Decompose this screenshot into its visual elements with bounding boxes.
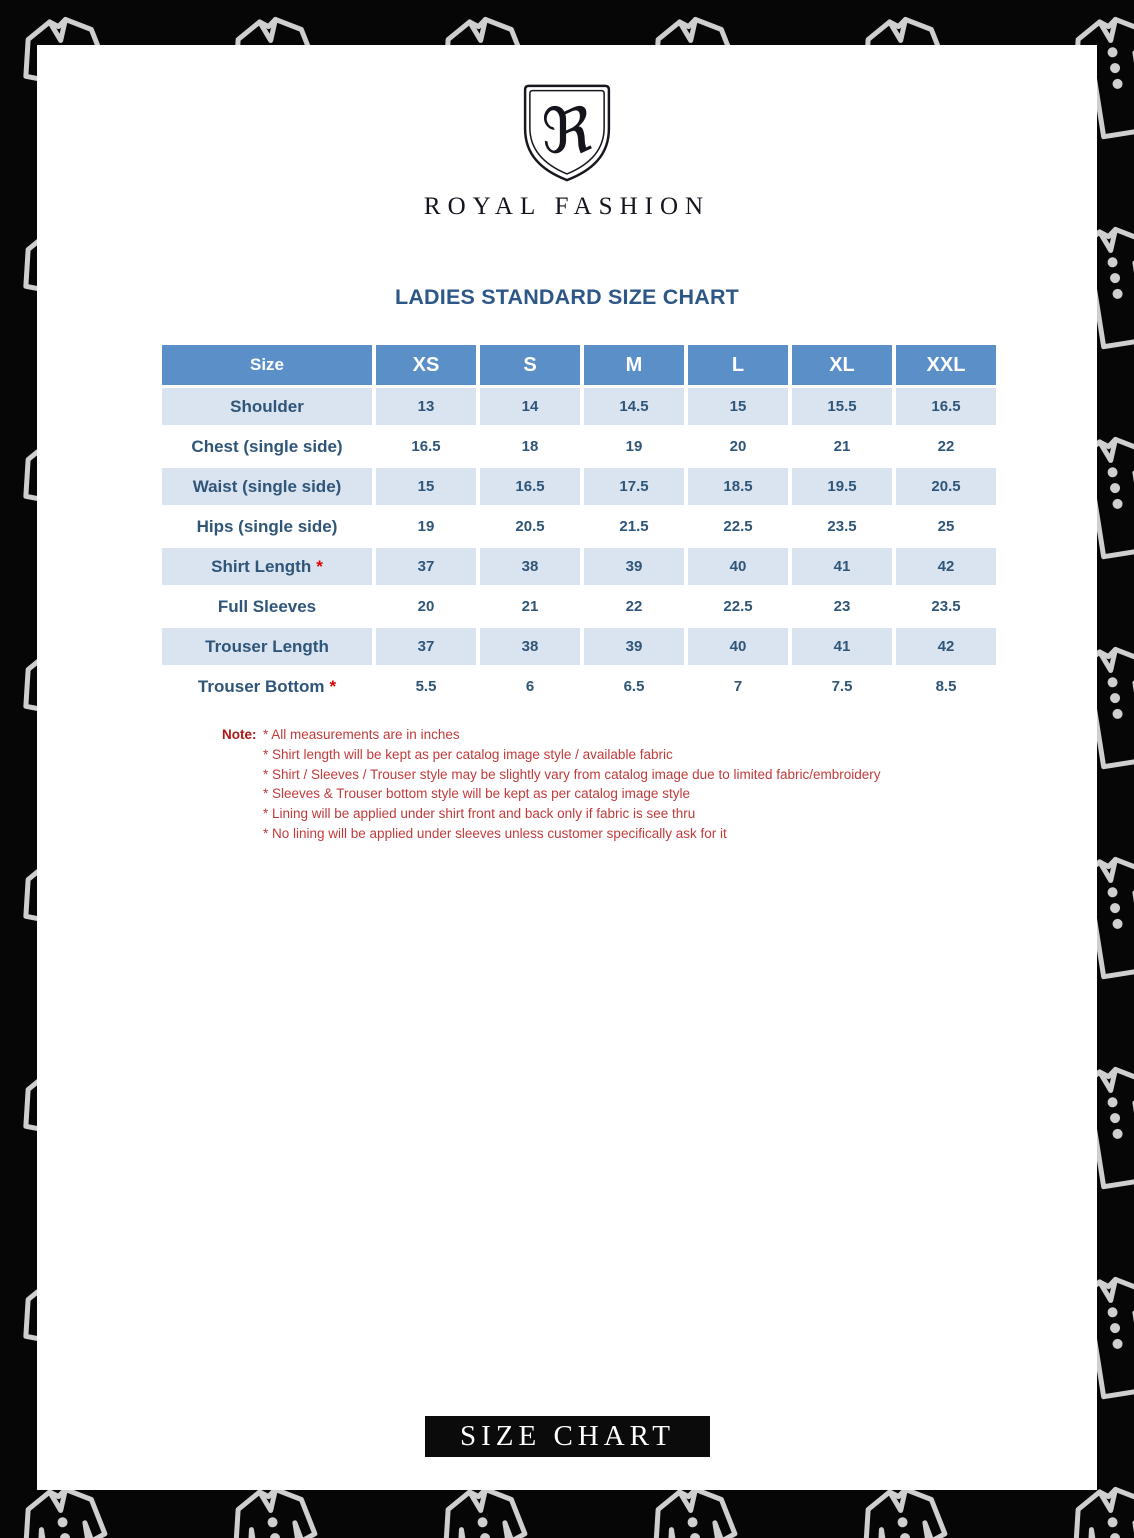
table-cell: 22 (584, 588, 684, 625)
table-cell: 20.5 (896, 468, 996, 505)
table-cell: 19.5 (792, 468, 892, 505)
note-item: * Shirt length will be kept as per catalog image style / available fabric (263, 746, 673, 762)
table-cell: 23 (792, 588, 892, 625)
table-cell: 18.5 (688, 468, 788, 505)
table-row-label: Chest (single side) (162, 428, 372, 465)
table-cell: 6.5 (584, 668, 684, 705)
brand-name: ROYAL FASHION (423, 193, 711, 220)
note-item: * Shirt / Sleeves / Trouser style may be slightly vary from catalog image due to limited fabric/embroidery (263, 766, 881, 782)
table-row-label: Hips (single side) (162, 508, 372, 545)
note-item: * Sleeves & Trouser bottom style will be kept as per catalog image style (263, 786, 690, 802)
table-cell: 14.5 (584, 388, 684, 425)
table-cell: 18 (480, 428, 580, 465)
table-cell: 23.5 (896, 588, 996, 625)
size-chart-banner: SIZE CHART (425, 1416, 710, 1457)
table-cell: 16.5 (480, 468, 580, 505)
table-cell: 39 (584, 628, 684, 665)
asterisk-marker: * (316, 556, 323, 576)
logo-monogram: ℜ (541, 94, 593, 168)
table-cell: 41 (792, 628, 892, 665)
table-row-label: Trouser Length (162, 628, 372, 665)
table-cell: 17.5 (584, 468, 684, 505)
table-cell: 38 (480, 628, 580, 665)
table-cell: 22.5 (688, 508, 788, 545)
table-header-cell: S (480, 345, 580, 385)
table-row-label: Shoulder (162, 388, 372, 425)
table-cell: 21.5 (584, 508, 684, 545)
note-item: * All measurements are in inches (263, 727, 460, 742)
table-cell: 42 (896, 628, 996, 665)
page-title: LADIES STANDARD SIZE CHART (394, 285, 740, 309)
note-label: Note: (222, 727, 257, 742)
table-cell: 21 (792, 428, 892, 465)
table-header-cell: Size (162, 345, 372, 385)
table-cell: 22 (896, 428, 996, 465)
content-page (37, 45, 1097, 1490)
note-items (263, 725, 881, 844)
table-cell: 6 (480, 668, 580, 705)
table-cell: 7.5 (792, 668, 892, 705)
table-header-cell: XXL (896, 345, 996, 385)
table-header-cell: XL (792, 345, 892, 385)
table-cell: 21 (480, 588, 580, 625)
table-cell: 40 (688, 548, 788, 585)
table-cell: 39 (584, 548, 684, 585)
table-cell: 42 (896, 548, 996, 585)
table-cell: 19 (376, 508, 476, 545)
table-cell: 15 (376, 468, 476, 505)
table-cell: 5.5 (376, 668, 476, 705)
table-row-label: Waist (single side) (162, 468, 372, 505)
table-cell: 15 (688, 388, 788, 425)
table-cell: 37 (376, 548, 476, 585)
table-cell: 16.5 (376, 428, 476, 465)
table-header-cell: M (584, 345, 684, 385)
note-item: * No lining will be applied under sleeves unless customer specifically ask for it (263, 825, 727, 841)
table-row-label: Trouser Bottom * (162, 668, 372, 705)
table-row-label: Shirt Length * (162, 548, 372, 585)
table-cell: 40 (688, 628, 788, 665)
table-cell: 23.5 (792, 508, 892, 545)
table-cell: 22.5 (688, 588, 788, 625)
table-row-label: Full Sleeves (162, 588, 372, 625)
table-cell: 15.5 (792, 388, 892, 425)
table-header-cell: L (688, 345, 788, 385)
size-table (162, 345, 996, 705)
table-cell: 25 (896, 508, 996, 545)
table-cell: 37 (376, 628, 476, 665)
table-cell: 38 (480, 548, 580, 585)
brand-logo (37, 83, 1097, 221)
table-cell: 41 (792, 548, 892, 585)
table-cell: 7 (688, 668, 788, 705)
table-cell: 20 (688, 428, 788, 465)
table-cell: 8.5 (896, 668, 996, 705)
table-header-cell: XS (376, 345, 476, 385)
note-item: * Lining will be applied under shirt front and back only if fabric is see thru (263, 806, 696, 822)
logo-shield-icon (518, 83, 616, 183)
table-cell: 19 (584, 428, 684, 465)
table-cell: 20.5 (480, 508, 580, 545)
table-cell: 14 (480, 388, 580, 425)
asterisk-marker: * (329, 676, 337, 696)
table-cell: 13 (376, 388, 476, 425)
table-cell: 20 (376, 588, 476, 625)
notes-section (222, 725, 881, 844)
table-cell: 16.5 (896, 388, 996, 425)
